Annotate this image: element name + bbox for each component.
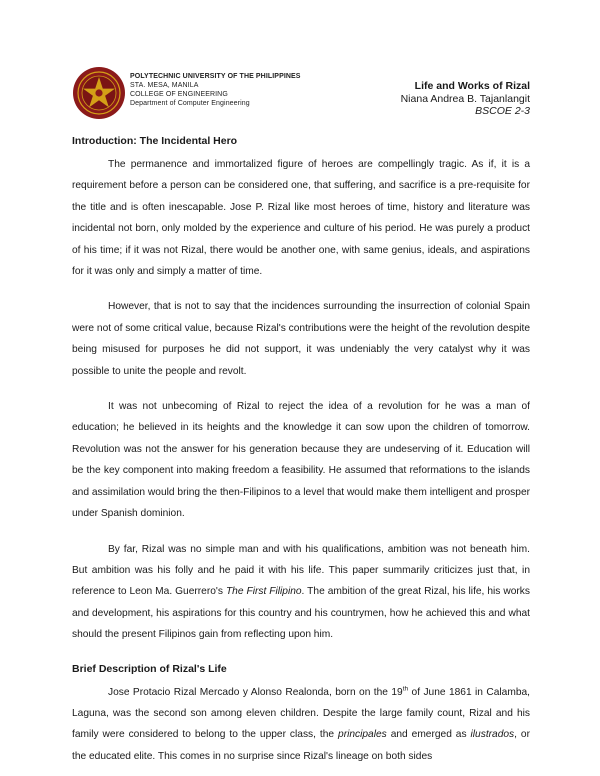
college-name: COLLEGE OF ENGINEERING	[130, 91, 228, 98]
author-name: Niana Andrea B. Tajanlangit	[400, 92, 530, 105]
text-run: . The ambition of the great Rizal, his life, his works and development, his aspirations for this country and his countrymen, how he achieved this and what should the present Filipinos gain from reflecting upon him.	[72, 586, 530, 641]
school-block	[130, 72, 301, 108]
document-body	[72, 132, 530, 767]
text-run: Jose Protacio Rizal Mercado y Alonso Realonda, born on the 19	[108, 686, 403, 698]
department-name: Department of Computer Engineering	[130, 100, 250, 107]
superscript: th	[402, 685, 409, 693]
text-run: , or the educated elite. This comes in no surprise since Rizal's lineage on both sides	[72, 729, 530, 762]
paragraph: The permanence and immortalized figure of heroes are compellingly tragic. As if, it is a requirement before a person can be considered one, that suffering, and sacrifice is a pre-requisite for the title and is often inescapable. Jose P. Rizal like most heroes of time, history and literature was incidental not born, only molded by the experience and culture of his period. He was purely a product of his time; if it was not Rizal, there would be another one, with same genius, ideals, and aspirations for it was only and simply a matter of time.	[72, 159, 530, 278]
course-section: BSCOE 2-3	[475, 105, 530, 117]
paragraph: It was not unbecoming of Rizal to reject the idea of a revolution for he was a man of education; he believed in its heights and the knowledge it can sow upon the children of tomorrow. Revolution was not the answer for his generation because they are undeserving of it. Education will be the key component into making freedom a feasibility. He assumed that reformations to the islands and assimilation would bring the then-Filipinos to a level that would make them intelligent and prosper under Spanish dominion.	[72, 401, 530, 520]
document-title: Life and Works of Rizal	[414, 80, 530, 92]
section-heading-intro: Introduction: The Incidental Hero	[72, 135, 238, 147]
text-run: By far, Rizal was no simple man and with his qualifications, ambition was not beneath him. But ambition was his folly and he paid it with his life. This paper summarily criticizes just that, in reference to Leon Ma. Guerrero's	[72, 543, 530, 598]
paragraph	[72, 682, 530, 768]
book-title: The First Filipino	[225, 586, 302, 598]
pup-seal-logo	[72, 66, 126, 120]
university-name: POLYTECHNIC UNIVERSITY OF THE PHILIPPINES	[130, 73, 301, 80]
paragraph	[72, 539, 530, 646]
italic-term: ilustrados	[470, 729, 515, 741]
page-header	[72, 66, 530, 126]
text-run: of June 1861 in Calamba, Laguna, was the second son among eleven children. Despite the large family count, Rizal and his family were considered to belong to the upper class, the	[72, 686, 530, 741]
text-run: and emerged as	[386, 729, 471, 741]
paragraph: However, that is not to say that the incidences surrounding the insurrection of colonial Spain were not of some critical value, because Rizal's contributions were the height of the revolution despite being misused for purposes he did not support, it was undeniably the very catalyst why it was possible to unite the people and revolt.	[72, 301, 530, 377]
section-heading-life: Brief Description of Rizal's Life	[72, 662, 227, 675]
campus-name: STA. MESA, MANILA	[130, 82, 199, 89]
italic-term: principales	[338, 729, 387, 741]
document-info	[401, 80, 530, 118]
